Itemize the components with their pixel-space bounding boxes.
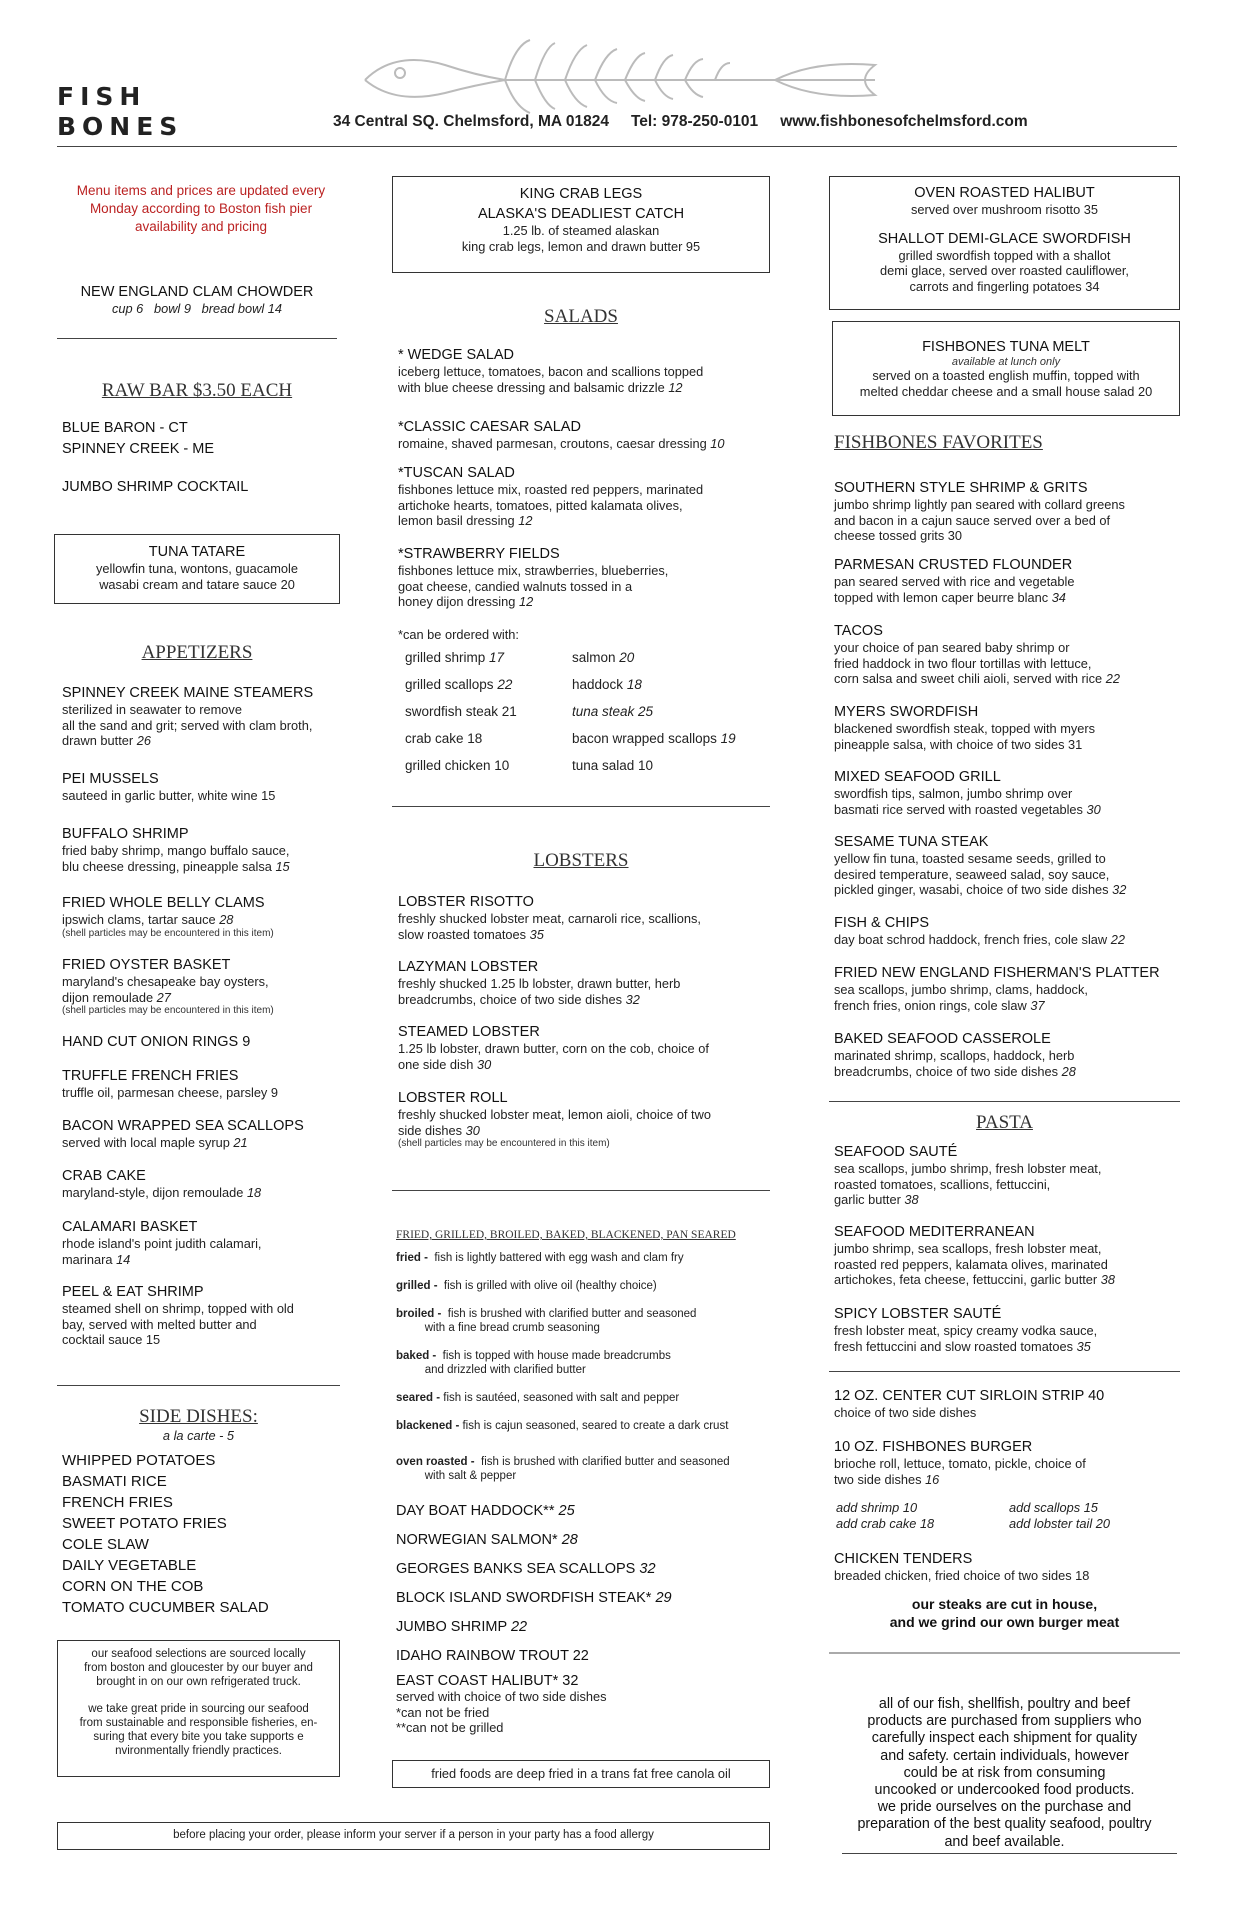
item-name: PARMESAN CRUSTED FLOUNDER (834, 557, 1073, 573)
sides-title: SIDE DISHES: (139, 1406, 258, 1427)
fish-price: 22 (510, 1619, 528, 1635)
addon-price: 22 (497, 677, 513, 692)
addon-name: crab cake 18 (405, 731, 483, 746)
addon-price: 18 (626, 677, 642, 692)
item-desc: fishbones lettuce mix, strawberries, blueberries, goat cheese, candied walnuts tossed in a honey dijon dressing (398, 563, 669, 609)
appetizer-item (62, 825, 290, 874)
side-item: SWEET POTATO FRIES (62, 1515, 227, 1532)
appetizer-item (62, 1283, 294, 1348)
side-item: COLE SLAW (62, 1536, 149, 1553)
method-desc: fish is brushed with clarified butter and seasoned with salt & pepper (424, 1456, 730, 1482)
item-name: LOBSTER ROLL (398, 1090, 508, 1106)
item-name: SEAFOOD SAUTÉ (834, 1144, 958, 1160)
king-crab-box (392, 176, 770, 273)
fish-name: JUMBO SHRIMP (396, 1619, 507, 1635)
rawbar-item: JUMBO SHRIMP COCKTAIL (62, 479, 249, 495)
item-name: *STRAWBERRY FIELDS (398, 546, 560, 562)
divider (392, 806, 770, 807)
item-desc: choice of two side dishes (834, 1405, 977, 1420)
sides-subtitle: a la carte - 5 (162, 1428, 235, 1443)
logo-line-1: FISH (57, 82, 147, 111)
burger-item (834, 1438, 1086, 1487)
item-price: 26 (136, 733, 151, 748)
item-price: 37 (1030, 997, 1045, 1013)
item-price: 14 (116, 1251, 131, 1267)
quality-disclaimer: all of our fish, shellfish, poultry and beef products are purchased from suppliers who carefully inspect each shipment for quality and safety. certain individuals, however could be at risk from consuming uncooked or undercooked food products. we pride ourselves on the purchase and preparation of the best quality seafood, poultry and beef available. (857, 1696, 1152, 1850)
address-bar (333, 113, 1050, 131)
addon-name: haddock (572, 677, 624, 692)
item-name: OVEN ROASTED HALIBUT (914, 185, 1095, 201)
item-desc: jumbo shrimp lightly pan seared with collard greens and bacon in a cajun sauce served over a bed of cheese tossed grits 30 (834, 497, 1125, 543)
item-desc: sea scallops, jumbo shrimp, fresh lobster meat, roasted tomatoes, scallions, fettuccini, garlic butter (834, 1161, 1102, 1207)
item-name: SESAME TUNA STEAK (834, 834, 989, 850)
addon-name: grilled shrimp (405, 650, 486, 665)
salad-addons-table (405, 650, 736, 785)
item-name: LAZYMAN LOBSTER (398, 959, 539, 975)
divider (829, 1371, 1180, 1372)
item-availability: available at lunch only (951, 356, 1061, 368)
salad-item (398, 418, 725, 452)
method-name: seared - (396, 1392, 441, 1404)
item-name: FISHBONES TUNA MELT (922, 339, 1090, 355)
item-name: BACON WRAPPED SEA SCALLOPS (62, 1118, 304, 1134)
appetizer-item (62, 1117, 304, 1151)
addon-name: tuna steak 25 (572, 704, 654, 719)
appetizer-item (62, 1033, 250, 1051)
fish-list (396, 1497, 672, 1691)
favorite-item (834, 703, 1095, 752)
sides-header (57, 1406, 340, 1444)
item-price: 22 (1110, 932, 1125, 947)
addon-name: bacon wrapped scallops (572, 731, 717, 746)
pasta-item (834, 1305, 1097, 1354)
addon-label: *can be ordered with: (398, 627, 519, 642)
method-name: blackened - (396, 1420, 460, 1432)
method-desc: fish is cajun seasoned, seared to create a dark crust (459, 1420, 729, 1432)
item-name: FRIED NEW ENGLAND FISHERMAN'S PLATTER (834, 965, 1160, 981)
item-price: 16 (925, 1471, 940, 1487)
item-name: CRAB CAKE (62, 1168, 146, 1184)
table-row (405, 677, 736, 704)
item-subtitle: ALASKA'S DEADLIEST CATCH (477, 206, 685, 222)
divider (57, 1385, 340, 1386)
item-name: HAND CUT ONION RINGS 9 (62, 1034, 251, 1050)
favorite-item (834, 556, 1074, 605)
item-price: 12 (518, 594, 534, 609)
item-desc: king crab legs, lemon and drawn butter 95 (461, 238, 701, 254)
item-desc: 1.25 lb. of steamed alaskan (502, 223, 660, 238)
item-name: LOBSTER RISOTTO (398, 894, 534, 910)
logo (57, 82, 183, 142)
favorite-item (834, 479, 1125, 544)
steak-note: our steaks are cut in house, and we grind our own burger meat (889, 1596, 1120, 1630)
item-name: SEAFOOD MEDITERRANEAN (834, 1224, 1035, 1240)
item-name: *CLASSIC CAESAR SALAD (398, 419, 581, 435)
favorite-item (834, 833, 1126, 898)
item-desc: day boat schrod haddock, french fries, cole slaw (834, 932, 1108, 947)
rawbar-list (62, 418, 248, 496)
pasta-item (834, 1143, 1101, 1208)
divider (842, 1853, 1177, 1854)
method-desc: fish is lightly battered with egg wash and clam fry (427, 1252, 684, 1264)
addon-price: 17 (489, 650, 505, 665)
lobster-item (398, 1023, 709, 1072)
item-price: 12 (518, 513, 533, 528)
item-desc: truffle oil, parmesan cheese, parsley 9 (62, 1085, 279, 1100)
item-note: (shell particles may be encountered in this item) (62, 1005, 274, 1016)
item-name: 10 OZ. FISHBONES BURGER (834, 1439, 1033, 1455)
side-item: CORN ON THE COB (62, 1578, 204, 1595)
item-desc: served with local maple syrup (62, 1135, 230, 1150)
item-desc: served over mushroom risotto 35 (910, 202, 1099, 217)
addon-price: 20 (619, 650, 635, 665)
favorite-item (834, 622, 1120, 687)
item-name: PEI MUSSELS (62, 771, 159, 787)
item-name: 12 OZ. CENTER CUT SIRLOIN STRIP 40 (834, 1388, 1105, 1404)
item-desc: swordfish tips, salmon, jumbo shrimp over basmati rice served with roasted vegetables (834, 786, 1083, 817)
addon-name: tuna salad 10 (572, 758, 654, 773)
salads-title: SALADS (544, 306, 618, 327)
tuna-tatare-name: TUNA TATARE (148, 544, 246, 560)
favorites-title: FISHBONES FAVORITES (834, 432, 1043, 453)
method-name: oven roasted - (396, 1456, 475, 1468)
halibut-box (829, 176, 1180, 310)
favorite-item (834, 768, 1101, 817)
item-price: 12 (668, 379, 683, 395)
method-desc: fish is brushed with clarified butter and seasoned with a fine bread crumb seasoning (424, 1308, 697, 1334)
appetizer-item (62, 1167, 261, 1201)
item-name: *TUSCAN SALAD (398, 465, 515, 481)
item-desc: sterilized in seawater to remove all the sand and grit; served with clam broth, drawn butter (62, 702, 313, 748)
allergy-notice: before placing your order, please inform your server if a person in your party has a food allergy (57, 1822, 770, 1850)
item-price: 32 (625, 991, 640, 1007)
item-price: 30 (465, 1122, 480, 1138)
table-row (405, 650, 736, 677)
method-name: baked - (396, 1350, 437, 1362)
steak-item (834, 1387, 1104, 1421)
item-price: 10 (710, 436, 725, 451)
logo-line-2: BONES (57, 112, 184, 141)
item-desc: fishbones lettuce mix, roasted red peppers, marinated artichoke hearts, tomatoes, pitted kalamata olives, lemon basil dressing (398, 482, 704, 528)
favorite-item (834, 914, 1125, 948)
addon-name: swordfish steak 21 (405, 704, 517, 719)
item-name: SOUTHERN STYLE SHRIMP & GRITS (834, 480, 1088, 496)
pricing-notice: Menu items and prices are updated every Monday according to Boston fish pier availability and pricing (76, 183, 326, 234)
item-name: BAKED SEAFOOD CASSEROLE (834, 1031, 1051, 1047)
item-desc: marinated shrimp, scallops, haddock, herb breadcrumbs, choice of two side dishes (834, 1048, 1075, 1079)
item-price: 28 (219, 912, 234, 927)
method-desc: fish is grilled with olive oil (healthy choice) (437, 1280, 657, 1292)
appetizer-item (62, 770, 275, 804)
favorite-item (834, 1030, 1076, 1079)
address: 34 Central SQ. Chelmsford, MA 01824 (333, 113, 609, 130)
item-price: 34 (1051, 589, 1066, 605)
item-price: 28 (1061, 1063, 1076, 1079)
item-name: FRIED WHOLE BELLY CLAMS (62, 895, 265, 911)
item-desc: fried baby shrimp, mango buffalo sauce, blu cheese dressing, pineapple salsa (62, 843, 290, 874)
item-price: 18 (246, 1185, 262, 1200)
item-price: 27 (156, 989, 171, 1005)
item-name: CHICKEN TENDERS (834, 1551, 973, 1567)
addon-name: salmon (572, 650, 616, 665)
item-desc: freshly shucked 1.25 lb lobster, drawn butter, herb breadcrumbs, choice of two side dishes (398, 976, 681, 1007)
favorite-item (834, 964, 1160, 1013)
method-name: fried - (396, 1252, 428, 1264)
item-name: STEAMED LOBSTER (398, 1024, 540, 1040)
item-price: 38 (1100, 1272, 1115, 1287)
item-desc: maryland-style, dijon remoulade (62, 1185, 244, 1200)
item-desc: sea scallops, jumbo shrimp, clams, haddock, french fries, onion rings, cole slaw (834, 982, 1088, 1013)
lobster-item (398, 893, 701, 942)
website-link[interactable]: www.fishbonesofchelmsford.com (780, 113, 1028, 130)
method-name: broiled - (396, 1308, 442, 1320)
item-desc: rhode island's point judith calamari, marinara (62, 1236, 262, 1267)
telephone: Tel: 978-250-0101 (630, 113, 759, 130)
side-item: TOMATO CUCUMBER SALAD (62, 1599, 269, 1616)
fried-oil-note: fried foods are deep fried in a trans fat free canola oil (392, 1760, 770, 1788)
divider (392, 1190, 770, 1191)
fish-price: 25 (558, 1503, 575, 1519)
sourcing-text: our seafood selections are sourced locally from boston and gloucester by our buyer and brought in on our own refrigerated truck. (84, 1648, 313, 1688)
fish-name: EAST COAST HALIBUT* 32 (396, 1673, 579, 1689)
item-desc: freshly shucked lobster meat, lemon aioli, choice of two side dishes (398, 1107, 711, 1138)
item-name: SPICY LOBSTER SAUTÉ (834, 1306, 1002, 1322)
item-name: FRIED OYSTER BASKET (62, 957, 231, 973)
item-desc: blackened swordfish steak, topped with myers pineapple salsa, with choice of two sides 31 (834, 721, 1096, 752)
item-desc: fresh lobster meat, spicy creamy vodka sauce, fresh fettuccini and slow roasted tomatoes (834, 1323, 1098, 1354)
tuna-tatare-desc: wasabi cream and tatare sauce 20 (99, 576, 295, 592)
addon: add lobster tail 20 (1009, 1515, 1111, 1531)
method-desc: fish is topped with house made breadcrumbs and drizzled with clarified butter (424, 1350, 671, 1376)
item-name: SHALLOT DEMI-GLACE SWORDFISH (878, 230, 1131, 247)
appetizer-item (62, 1067, 278, 1101)
appetizer-item (62, 1218, 261, 1267)
fish-name: NORWEGIAN SALMON* (396, 1532, 558, 1548)
salad-item (398, 346, 703, 395)
addon: add shrimp 10 (836, 1500, 918, 1515)
header-rule (57, 146, 1177, 147)
item-name: SPINNEY CREEK MAINE STEAMERS (62, 685, 314, 701)
appetizer-item (62, 684, 352, 749)
addon-name: grilled scallops (405, 677, 494, 692)
item-price: 22 (1105, 671, 1120, 686)
item-price: 21 (233, 1135, 248, 1150)
fish-price: 32 (639, 1561, 656, 1577)
item-desc: pan seared served with rice and vegetable topped with lemon caper beurre blanc (834, 574, 1075, 605)
divider (829, 1101, 1180, 1102)
divider (57, 338, 337, 339)
tuna-tatare-box (54, 534, 340, 604)
chowder-name: NEW ENGLAND CLAM CHOWDER (80, 284, 314, 300)
table-row (405, 731, 736, 758)
item-price: 38 (904, 1192, 919, 1207)
lobster-item (398, 958, 680, 1007)
item-note: (shell particles may be encountered in this item) (62, 927, 274, 939)
fish-name: BLOCK ISLAND SWORDFISH STEAK* (396, 1590, 652, 1606)
pasta-item (834, 1223, 1115, 1288)
cooking-methods (396, 1251, 766, 1483)
divider (829, 1652, 1180, 1654)
addon: add scallops 15 (1009, 1500, 1098, 1515)
addon-name: grilled chicken 10 (405, 758, 510, 773)
side-item: WHIPPED POTATOES (62, 1452, 216, 1469)
sides-list (62, 1450, 269, 1618)
fish-footnote: served with choice of two side dishes *can not be fried **can not be grilled (396, 1689, 607, 1735)
tuna-melt-box (832, 321, 1180, 416)
fish-name: IDAHO RAINBOW TROUT 22 (396, 1648, 589, 1664)
salad-item (398, 464, 703, 529)
item-desc: iceberg lettuce, tomatoes, bacon and scallions topped with blue cheese dressing and balsamic drizzle (398, 364, 704, 395)
item-desc: freshly shucked lobster meat, carnaroli rice, scallions, slow roasted tomatoes (398, 911, 701, 942)
item-price: 30 (1086, 801, 1101, 817)
item-price: 35 (1076, 1338, 1091, 1354)
item-desc: sauteed in garlic butter, white wine 15 (62, 788, 276, 803)
item-desc: your choice of pan seared baby shrimp or fried haddock in two flour tortillas with lettuce, corn salsa and sweet chili aioli, served with rice (834, 640, 1103, 686)
side-item: FRENCH FRIES (62, 1494, 173, 1511)
pasta-title: PASTA (976, 1112, 1033, 1133)
fish-name: GEORGES BANKS SEA SCALLOPS (396, 1561, 636, 1577)
item-name: KING CRAB LEGS (519, 186, 643, 202)
appetizers-title: APPETIZERS (141, 642, 253, 663)
salad-item (398, 545, 668, 610)
appetizer-item (62, 894, 274, 940)
item-name: TRUFFLE FRENCH FRIES (62, 1068, 239, 1084)
burger-addons (836, 1500, 1156, 1531)
rawbar-item: SPINNEY CREEK - ME (62, 441, 215, 457)
item-price: 32 (1112, 882, 1127, 897)
item-desc: grilled swordfish topped with a shallot demi glace, served over roasted cauliflower, carrots and fingerling potatoes 34 (880, 247, 1129, 294)
fish-name: DAY BOAT HADDOCK** (396, 1503, 555, 1519)
item-price: 35 (529, 926, 544, 942)
item-desc: brioche roll, lettuce, tomato, pickle, choice of two side dishes (834, 1456, 1086, 1487)
method-desc: fish is sautéed, seasoned with salt and pepper (440, 1392, 680, 1404)
item-desc: romaine, shaved parmesan, croutons, caesar dressing (398, 436, 707, 451)
fish-price: 28 (561, 1532, 578, 1548)
item-desc: jumbo shrimp, sea scallops, fresh lobster meat, roasted red peppers, kalamata olives, marinated artichokes, feta cheese, fettuccini, garlic butter (834, 1241, 1108, 1287)
addon-price: 19 (720, 731, 736, 746)
item-desc: 1.25 lb lobster, drawn butter, corn on the cob, choice of one side dish (398, 1041, 709, 1072)
fish-price: 29 (655, 1590, 672, 1606)
item-desc: ipswich clams, tartar sauce (62, 912, 216, 927)
item-name: * WEDGE SALAD (398, 347, 515, 363)
chowder (57, 283, 337, 317)
item-note: (shell particles may be encountered in this item) (398, 1138, 610, 1149)
rawbar-title: RAW BAR $3.50 EACH (101, 380, 293, 401)
table-row (405, 704, 736, 731)
tenders-item (834, 1550, 1089, 1584)
lobster-item (398, 1089, 711, 1150)
method-name: grilled - (396, 1280, 438, 1292)
appetizer-item (62, 956, 274, 1017)
item-name: MIXED SEAFOOD GRILL (834, 769, 1001, 785)
item-name: MYERS SWORDFISH (834, 704, 979, 720)
item-name: FISH & CHIPS (834, 915, 930, 931)
item-name: PEEL & EAT SHRIMP (62, 1284, 204, 1300)
item-name: BUFFALO SHRIMP (62, 826, 189, 842)
rawbar-item: BLUE BARON - CT (62, 420, 188, 436)
item-price: 15 (275, 858, 290, 874)
item-desc: steamed shell on shrimp, topped with old bay, served with melted butter and cocktail sauce 15 (62, 1301, 294, 1347)
table-row (405, 758, 736, 785)
item-desc: maryland's chesapeake bay oysters, dijon remoulade (62, 974, 269, 1005)
item-name: CALAMARI BASKET (62, 1219, 198, 1235)
fish-skeleton-icon (355, 35, 905, 115)
chowder-sizes: cup 6 bowl 9 bread bowl 14 (111, 301, 283, 316)
tuna-tatare-desc: yellowfin tuna, wontons, guacamole (95, 561, 299, 576)
item-desc: served on a toasted english muffin, topped with melted cheddar cheese and a small house salad 20 (859, 368, 1153, 399)
addon: add crab cake 18 (836, 1515, 935, 1531)
cooking-methods-title: FRIED, GRILLED, BROILED, BAKED, BLACKENED, PAN SEARED (396, 1229, 736, 1241)
sourcing-text: we take great pride in sourcing our seafood from sustainable and responsible fisheries, en- suring that every bite you take supports e nvironmentally friendly practices. (79, 1703, 318, 1757)
item-desc: breaded chicken, fried choice of two sides 18 (834, 1568, 1090, 1583)
lobsters-title: LOBSTERS (533, 850, 629, 871)
side-item: DAILY VEGETABLE (62, 1557, 197, 1574)
item-desc: yellow fin tuna, toasted sesame seeds, grilled to desired temperature, seaweed salad, soy sauce, pickled ginger, wasabi, choice of two side dishes (834, 851, 1110, 897)
side-item: BASMATI RICE (62, 1473, 167, 1490)
sourcing-box (57, 1640, 340, 1777)
item-name: TACOS (834, 623, 883, 639)
item-price: 30 (476, 1056, 492, 1072)
